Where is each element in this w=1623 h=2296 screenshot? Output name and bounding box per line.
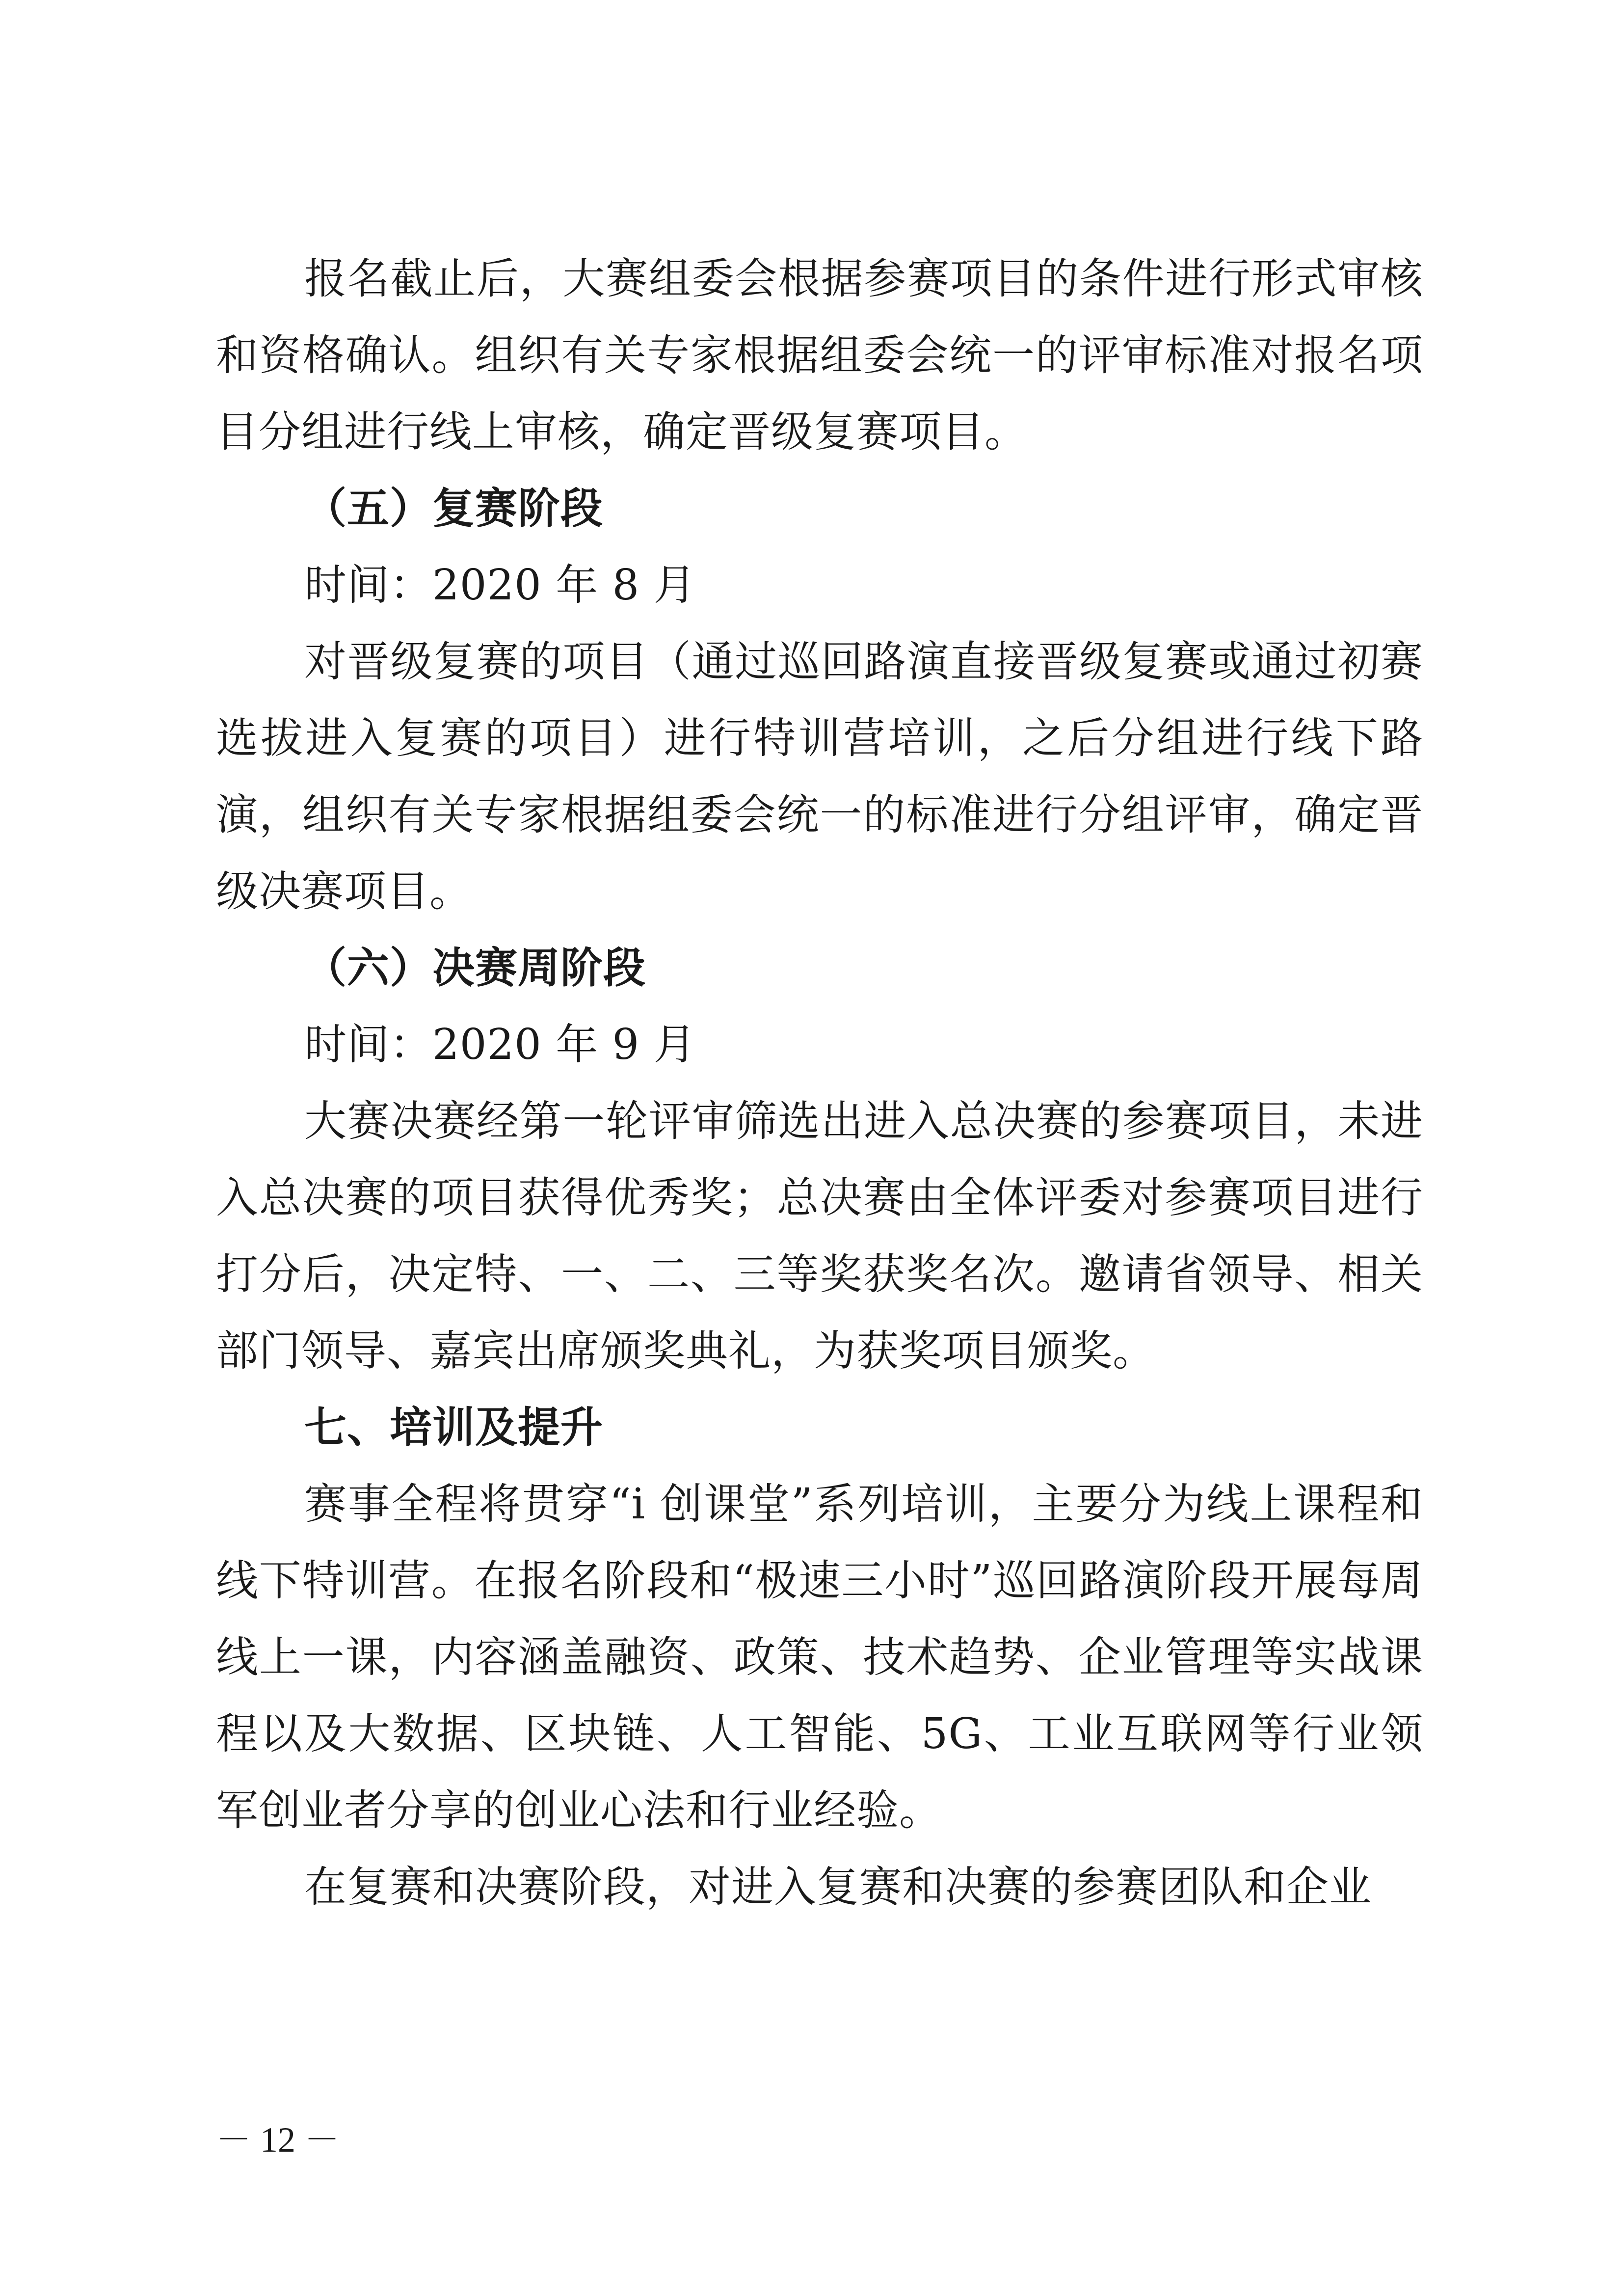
document-body — [216, 241, 1423, 1925]
paragraph-training-description: 赛事全程将贯穿“i 创课堂”系列培训，主要分为线上课程和线下特训营。在报名阶段和“极速三小时”巡回路演阶段开展每周线上一课，内容涵盖融资、政策、技术趋势、企业管理等实战课程以及大数据、区块链、人工智能、5G、工业互联网等行业领军创业者分享的创业心法和行业经验。 — [216, 1480, 1423, 1835]
final-time: 时间：2020 年 9 月 — [304, 1020, 696, 1069]
paragraph-semifinal-description: 对晋级复赛的项目（通过巡回路演直接晋级复赛或通过初赛选拔进入复赛的项目）进行特训营培训，之后分组进行线下路演，组织有关专家根据组委会统一的标准进行分组评审，确定晋级决赛项目。 — [216, 637, 1423, 916]
section-heading-training: 七、培训及提升 — [304, 1403, 603, 1452]
page-number: － 12 － — [216, 2120, 340, 2160]
paragraph-review-after-registration: 报名截止后，大赛组委会根据参赛项目的条件进行形式审核和资格确认。组织有关专家根据组委会统一的评审标准对报名项目分组进行线上审核，确定晋级复赛项目。 — [216, 254, 1423, 457]
semifinal-time: 时间：2020 年 8 月 — [304, 561, 696, 610]
paragraph-semifinal-final-training: 在复赛和决赛阶段，对进入复赛和决赛的参赛团队和企业 — [304, 1863, 1372, 1912]
paragraph-final-description: 大赛决赛经第一轮评审筛选出进入总决赛的参赛项目，未进入总决赛的项目获得优秀奖；总决赛由全体评委对参赛项目进行打分后，决定特、一、二、三等奖获奖名次。邀请省领导、相关部门领导、嘉宾出席颁奖典礼，为获奖项目颁奖。 — [216, 1097, 1423, 1376]
heading-final-week-stage: （六）决赛周阶段 — [304, 944, 646, 993]
heading-semifinal-stage: （五）复赛阶段 — [304, 484, 603, 533]
